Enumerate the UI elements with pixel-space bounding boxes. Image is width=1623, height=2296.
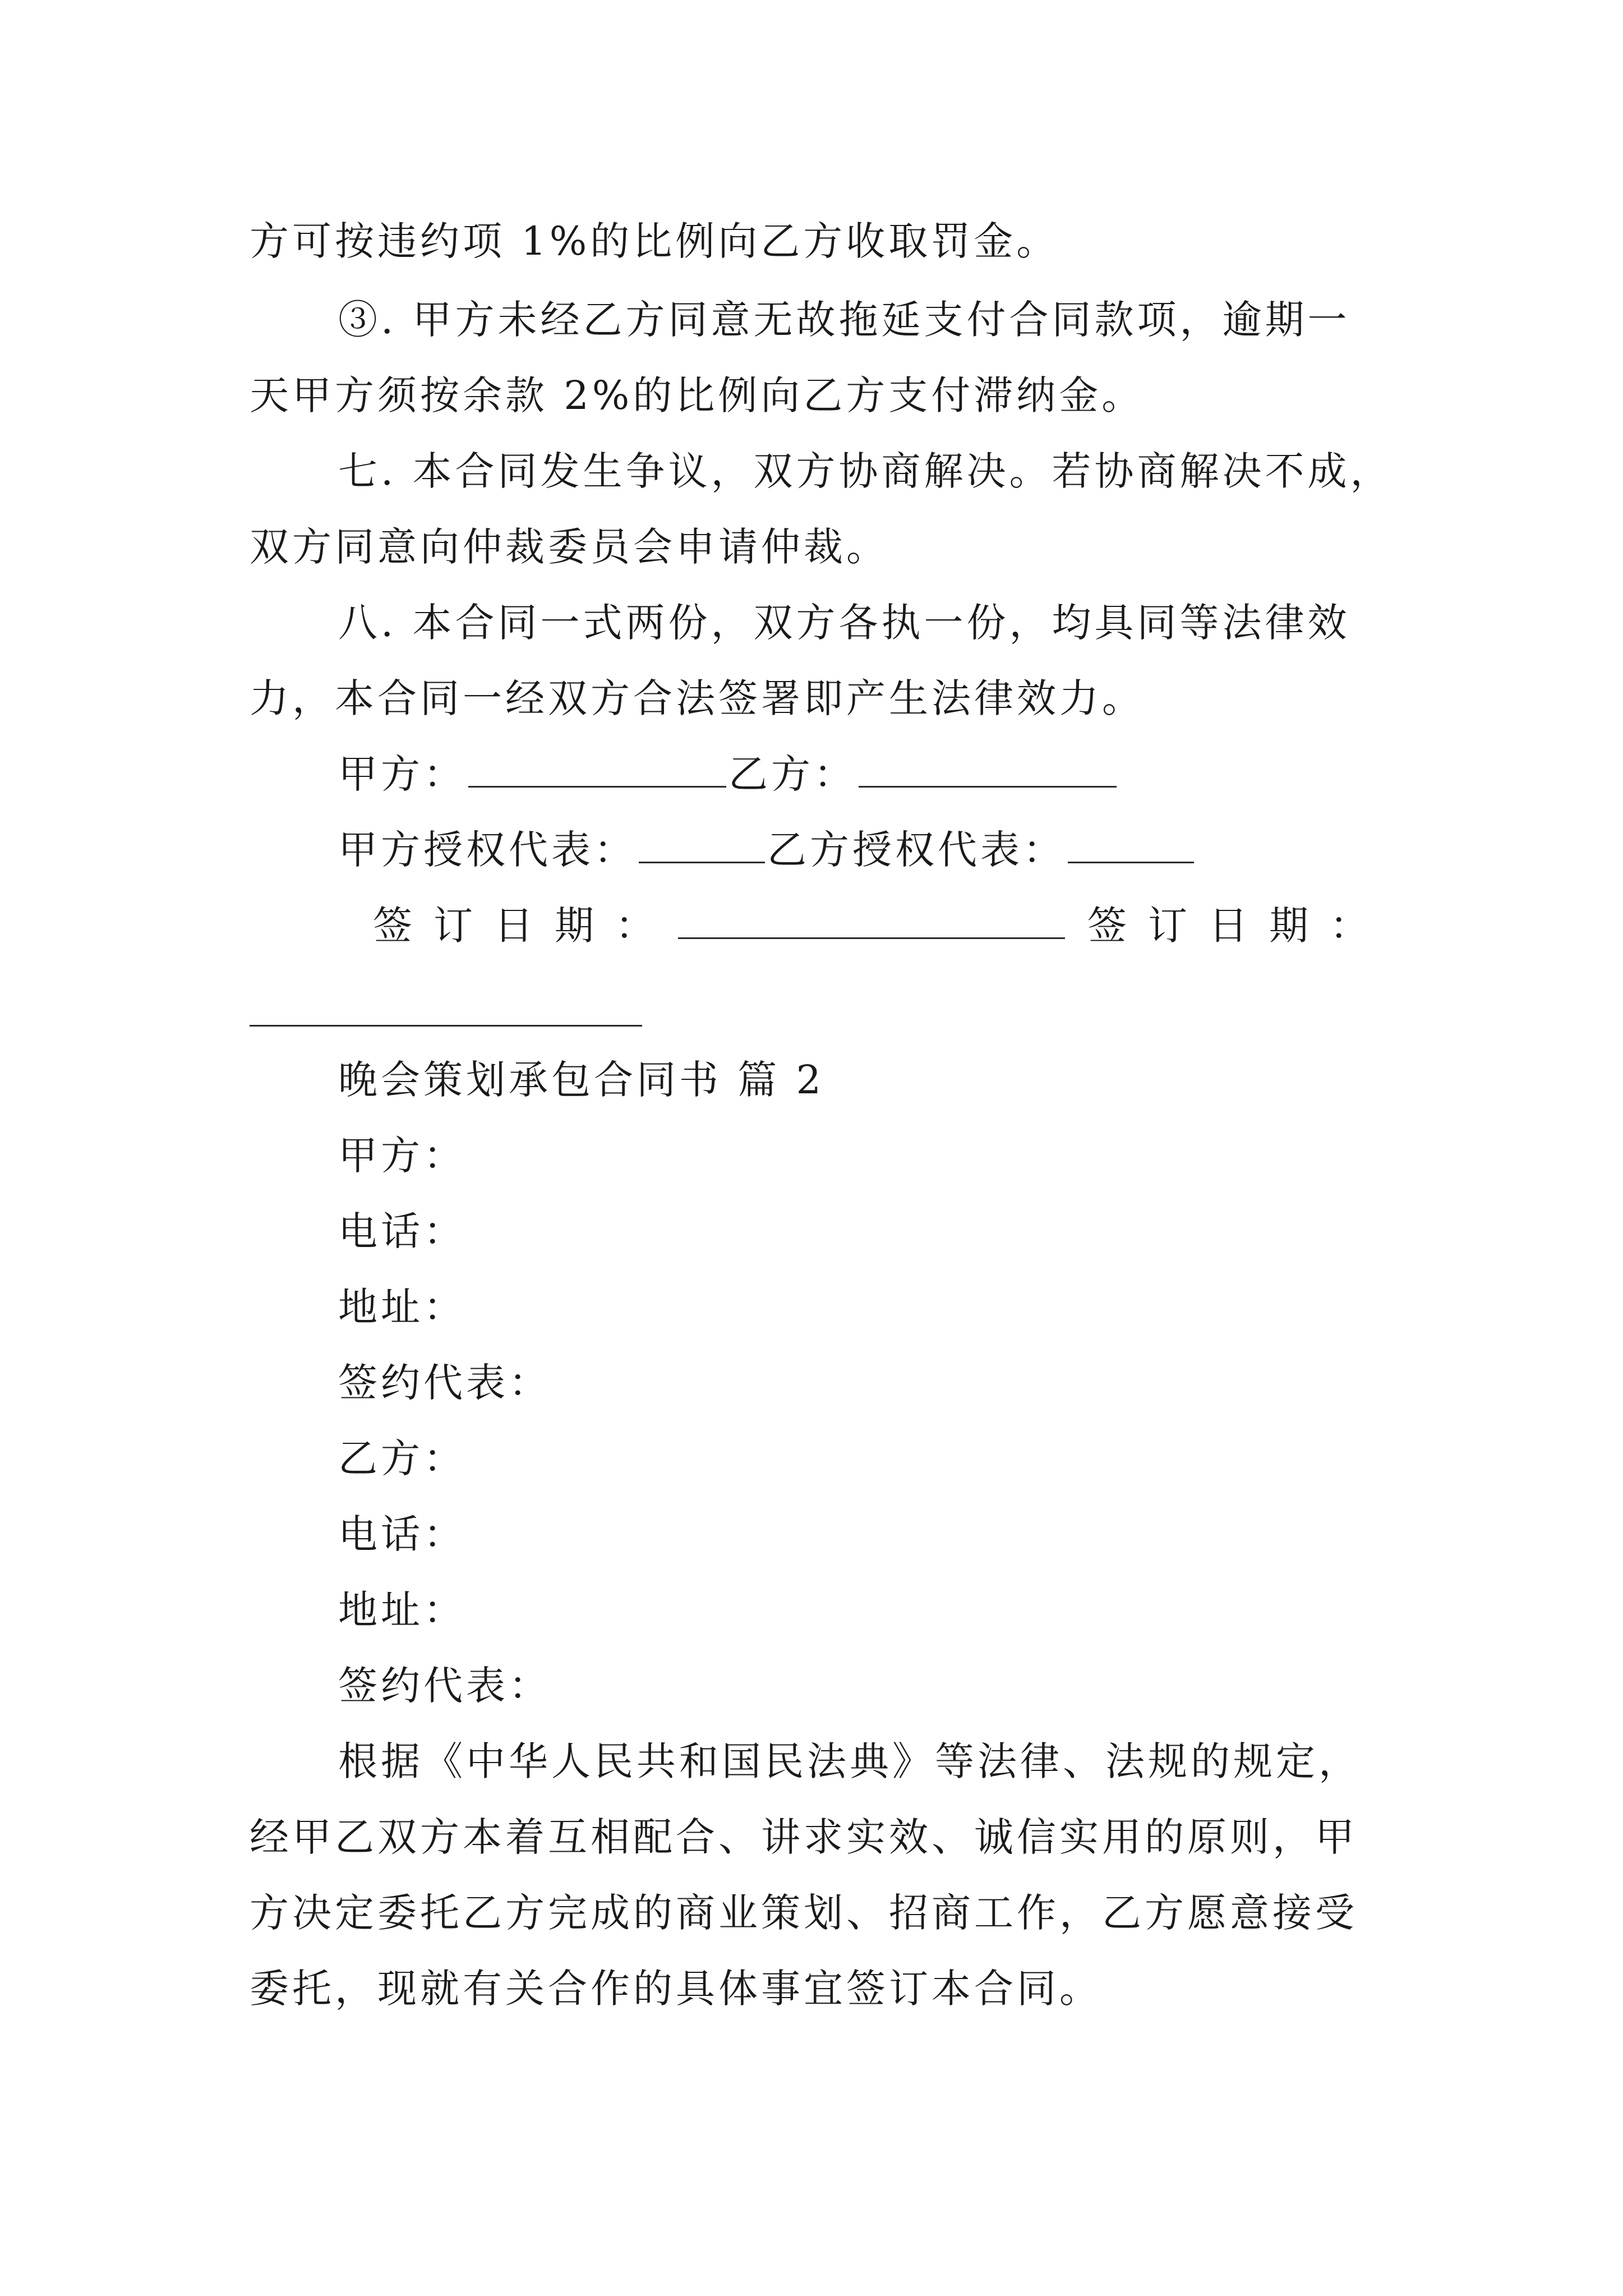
section-2-phone-a: 电话：	[338, 1208, 466, 1254]
penalty-line: 方可按违约项 1%的比例向乙方收取罚金。	[250, 218, 1059, 264]
intro-line-1: 根据《中华人民共和国民法典》等法律、法规的规定，	[338, 1738, 1361, 1784]
intro-line-3: 方决定委托乙方完成的商业策划、招商工作，乙方愿意接受	[250, 1890, 1358, 1936]
clause-7-line-2: 双方同意向仲裁委员会申请仲裁。	[250, 524, 889, 570]
party-a-label: 甲方：	[338, 751, 466, 797]
date-b-blank[interactable]	[250, 1025, 642, 1027]
date-label-a: 签订日期：	[373, 903, 676, 949]
signing-date-row	[373, 898, 1390, 954]
section-2-party-b: 乙方：	[338, 1435, 466, 1481]
date-a-blank[interactable]	[678, 898, 1065, 939]
intro-line-4: 委托，现就有关合作的具体事宜签订本合同。	[250, 1966, 1102, 2012]
section-2-address-a: 地址：	[338, 1284, 466, 1330]
rep-a-label: 甲方授权代表：	[338, 827, 637, 873]
clause-7-line-1: 七. 本合同发生争议，双方协商解决。若协商解决不成，	[338, 448, 1393, 494]
representative-signature-row	[338, 822, 1196, 878]
section-2-address-b: 地址：	[338, 1587, 466, 1633]
section-2-signer-b: 签约代表：	[338, 1663, 551, 1709]
party-a-blank[interactable]	[468, 747, 726, 788]
section-2-party-a: 甲方：	[338, 1133, 466, 1179]
clause-8-line-1: 八. 本合同一式两份，双方各执一份，均具同等法律效	[338, 600, 1350, 646]
party-signature-row	[338, 746, 1119, 802]
section-2-signer-a: 签约代表：	[338, 1360, 551, 1406]
rep-b-blank[interactable]	[1068, 822, 1194, 863]
intro-line-2: 经甲乙双方本着互相配合、讲求实效、诚信实用的原则，甲	[250, 1814, 1358, 1860]
party-b-label: 乙方：	[728, 751, 856, 797]
clause-item-3-line-2: 天甲方须按余款 2%的比例向乙方支付滞纳金。	[250, 372, 1145, 418]
document-page	[250, 0, 1394, 2296]
clause-8-line-2: 力，本合同一经双方合法签署即产生法律效力。	[250, 675, 1145, 721]
clause-item-3-line-1: ③. 甲方未经乙方同意无故拖延支付合同款项，逾期一	[338, 297, 1350, 343]
section-2-title: 晚会策划承包合同书 篇 2	[338, 1057, 825, 1103]
party-b-blank[interactable]	[859, 747, 1117, 788]
rep-b-label: 乙方授权代表：	[767, 827, 1066, 873]
section-2-phone-b: 电话：	[338, 1511, 466, 1557]
date-label-b: 签订日期：	[1087, 903, 1390, 949]
rep-a-blank[interactable]	[639, 822, 765, 863]
